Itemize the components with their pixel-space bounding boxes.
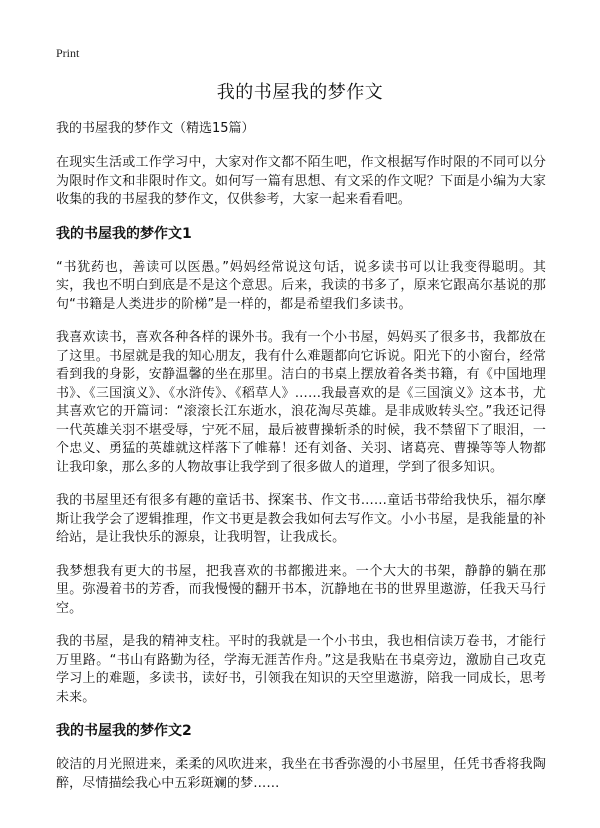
section-1-paragraph-3: 我的书屋里还有很多有趣的童话书、探案书、作文书……童话书带给我快乐，福尔摩斯让我学会了逻辑推理，作文书更是教会我如何去写作文。小小书屋，是我能量的补给站，是让我快乐的源泉，让我明智，让我成长。 [56, 493, 546, 545]
section-heading-2: 我的书屋我的梦作文2 [56, 723, 192, 739]
section-heading-1: 我的书屋我的梦作文1 [56, 225, 192, 242]
article-subtitle: 我的书屋我的梦作文（精选15篇） [56, 121, 255, 136]
print-link[interactable]: Print [56, 46, 80, 60]
section-1-paragraph-2: 我喜欢读书，喜欢各种各样的课外书。我有一个小书屋，妈妈买了很多书，我都放在了这里。书屋就是我的知心朋友，我有什么难题都向它诉说。阳光下的小窗台，经常看到我的身影，安静温馨的坐在那里。洁白的书桌上摆放着各类书籍，有《中国地理书》、《三国演义》、《水浒传》、《稻草人》……我最喜欢的是《三国演义》这本书，尤其喜欢它的开篇词：“滚滚长江东逝水，浪花淘尽英雄。是非成败转头空。”我还记得一代英雄关羽不堪受辱，宁死不屈，最后被曹操斩杀的时候，我不禁留下了眼泪，一个忠义、勇猛的英雄就这样落下了帷幕！还有刘备、关羽、诸葛亮、曹操等等人物都让我印象，那么多的人物故事让我学到了很多做人的道理，学到了很多知识。 [56, 330, 546, 475]
section-1-paragraph-1: “书犹药也，善读可以医愚。”妈妈经常说这句话，说多读书可以让我变得聪明。其实，我也不明白到底是不是这个意思。后来，我读的书多了，原来它跟高尔基说的那句“书籍是人类进步的阶梯”是一样的，都是希望我们多读书。 [56, 259, 546, 312]
section-1-paragraph-5: 我的书屋，是我的精神支柱。平时的我就是一个小书虫，我也相信读万卷书，才能行万里路。“书山有路勤为径，学海无涯苦作舟。”这是我贴在书桌旁边，激励自己攻克学习上的难题，多读书，读好书，引领我在知识的天空里遨游，陪我一同成长，思考未来。 [56, 634, 546, 705]
section-1-paragraph-4: 我梦想我有更大的书屋，把我喜欢的书都搬进来。一个大大的书架，静静的躺在那里。弥漫着书的芳香，而我慢慢的翻开书本，沉静地在书的世界里遨游，任我天马行空。 [56, 563, 546, 616]
article-body [56, 120, 546, 808]
intro-paragraph: 在现实生活或工作学习中，大家对作文都不陌生吧，作文根据写作时限的不同可以分为限时作文和非限时作文。如何写一篇有思想、有文采的作文呢？下面是小编为大家收集的我的书屋我的梦作文，仅供参考，大家一起来看看吧。 [56, 155, 546, 207]
section-2-paragraph-1: 皎洁的月光照进来，柔柔的风吹进来，我坐在书香弥漫的小书屋里，任凭书香将我陶醉，尽情描绘我心中五彩斑斓的梦…… [56, 757, 546, 791]
page-title: 我的书屋我的梦作文 [216, 82, 384, 103]
